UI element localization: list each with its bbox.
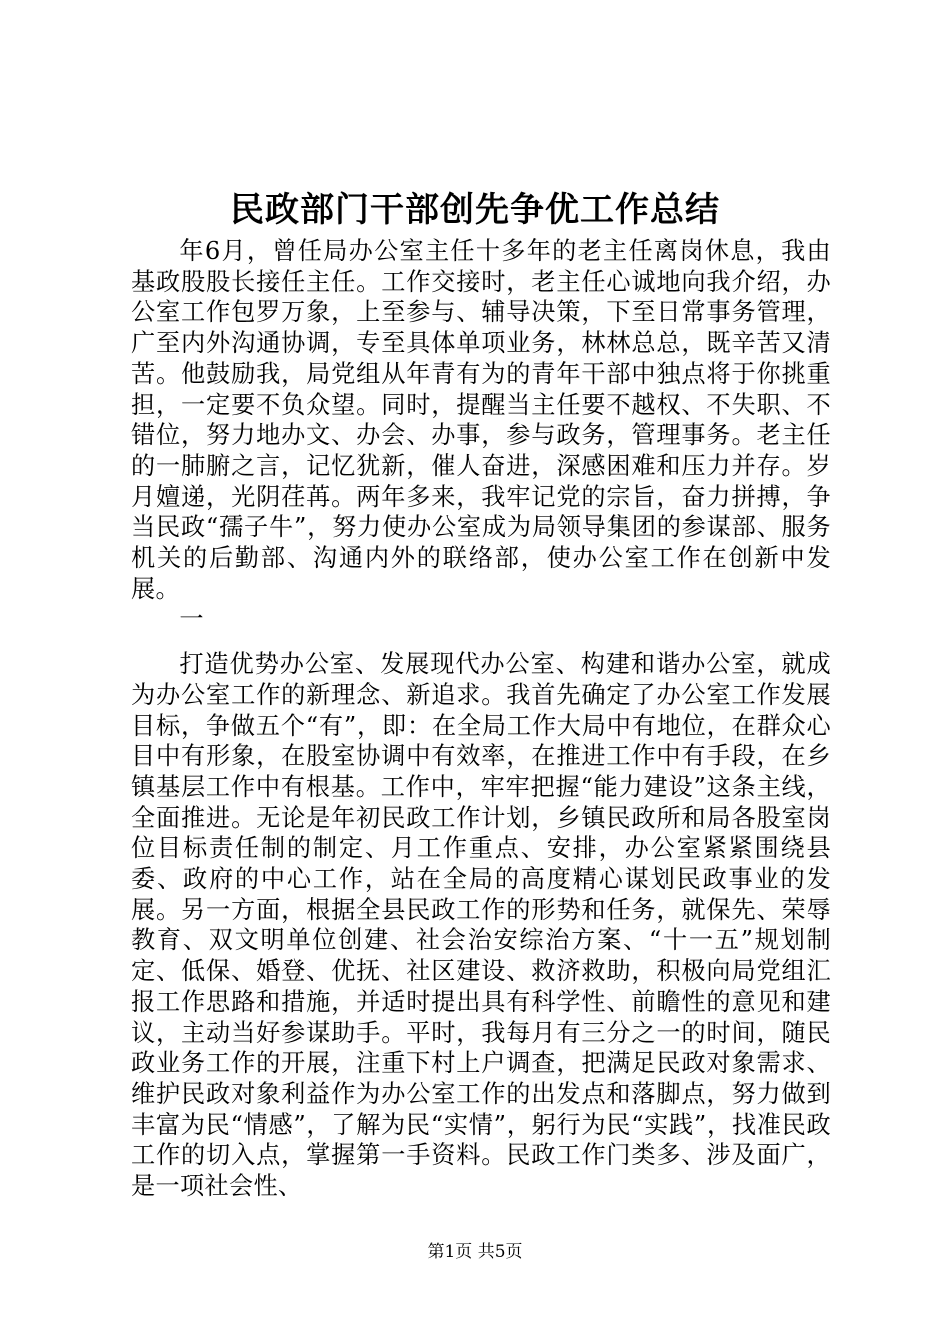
- paragraph-1: 年6月，曾任局办公室主任十多年的老主任离岗休息，我由基政股股长接任主任。工作交接时，老主任心诚地向我介绍，办公室工作包罗万象，上至参与、辅导决策，下至日常事务管理，广至内外沟通协调，专至具体单项业务，林林总总，既辛苦又清苦。他鼓励我，局党组从年青有为的青年干部中独点将于你挑重担，一定要不负众望。同时，提醒当主任要不越权、不失职、不错位，努力地办文、办会、办事，参与政务，管理事务。老主任的一肺腑之言，记忆犹新，催人奋进，深感困难和压力并存。岁月嬗递，光阴荏苒。两年多来，我牢记党的宗旨，奋力拼搏，争当民政“孺子牛”，努力使办公室成为局领导集团的参谋部、服务机关的后勤部、沟通内外的联络部，使办公室工作在创新中发展。: [131, 237, 831, 603]
- document-title: 民政部门干部创先争优工作总结: [230, 190, 720, 230]
- section-mark: 一: [179, 605, 204, 634]
- paragraph-2: 打造优势办公室、发展现代办公室、构建和谐办公室，就成为办公室工作的新理念、新追求。我首先确定了办公室工作发展目标，争做五个“有”，即：在全局工作大局中有地位，在群众心目中有形象，在股室协调中有效率，在推进工作中有手段，在乡镇基层工作中有根基。工作中，牢牢把握“能力建设”这条主线，全面推进。无论是年初民政工作计划，乡镇民政所和局各股室岗位目标责任制的制定、月工作重点、安排，办公室紧紧围绕县委、政府的中心工作，站在全局的高度精心谋划民政事业的发展。另一方面，根据全县民政工作的形势和任务，就保先、荣辱教育、双文明单位创建、社会治安综治方案、“十一五”规划制定、低保、婚登、优抚、社区建设、救济救助，积极向局党组汇报工作思路和措施，并适时提出具有科学性、前瞻性的意见和建议，主动当好参谋助手。平时，我每月有三分之一的时间，随民政业务工作的开展，注重下村上户调查，把满足民政对象需求、维护民政对象利益作为办公室工作的出发点和落脚点，努力做到丰富为民“情感”，了解为民“实情”，躬行为民“实践”，找准民政工作的切入点，掌握第一手资料。民政工作门类多、涉及面广，是一项社会性、: [131, 650, 831, 1201]
- page-footer: 第1页 共5页: [427, 1242, 523, 1262]
- document-body: [131, 236, 831, 1202]
